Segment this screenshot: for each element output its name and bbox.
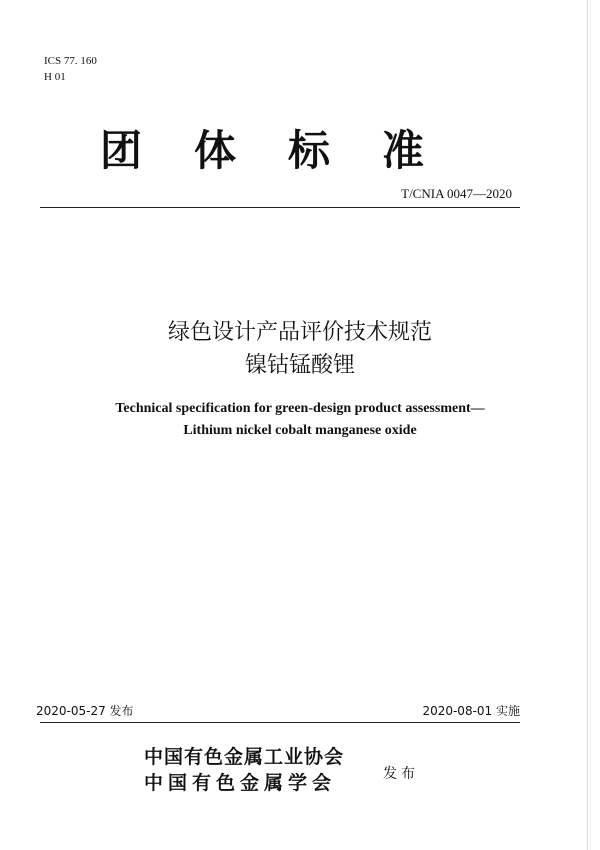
english-title-line2: Lithium nickel cobalt manganese oxide xyxy=(183,423,417,438)
classification-codes xyxy=(44,53,97,85)
implementation-date: 2020-08-01 实施 xyxy=(422,704,520,718)
issue-date: 2020-05-27 发布 xyxy=(36,704,134,718)
ccs-code: H 01 xyxy=(44,71,66,83)
issuer-org-2: 中国有色金属学会 xyxy=(144,772,337,794)
standard-number: T/CNIA 0047—2020 xyxy=(401,186,512,201)
chinese-title-line1: 绿色设计产品评价技术规范 xyxy=(167,320,432,345)
header-rule xyxy=(40,207,520,208)
document-type-title: 团体标准 xyxy=(100,126,477,175)
issuer-org-1: 中国有色金属工业协会 xyxy=(144,746,345,768)
english-title-line1: Technical specification for green-design product assessment— xyxy=(115,401,485,416)
ics-code: ICS 77. 160 xyxy=(44,55,97,67)
footer-rule xyxy=(40,722,520,723)
chinese-title-line2: 镍钴锰酸锂 xyxy=(244,353,355,378)
publish-label: 发布 xyxy=(383,766,419,782)
